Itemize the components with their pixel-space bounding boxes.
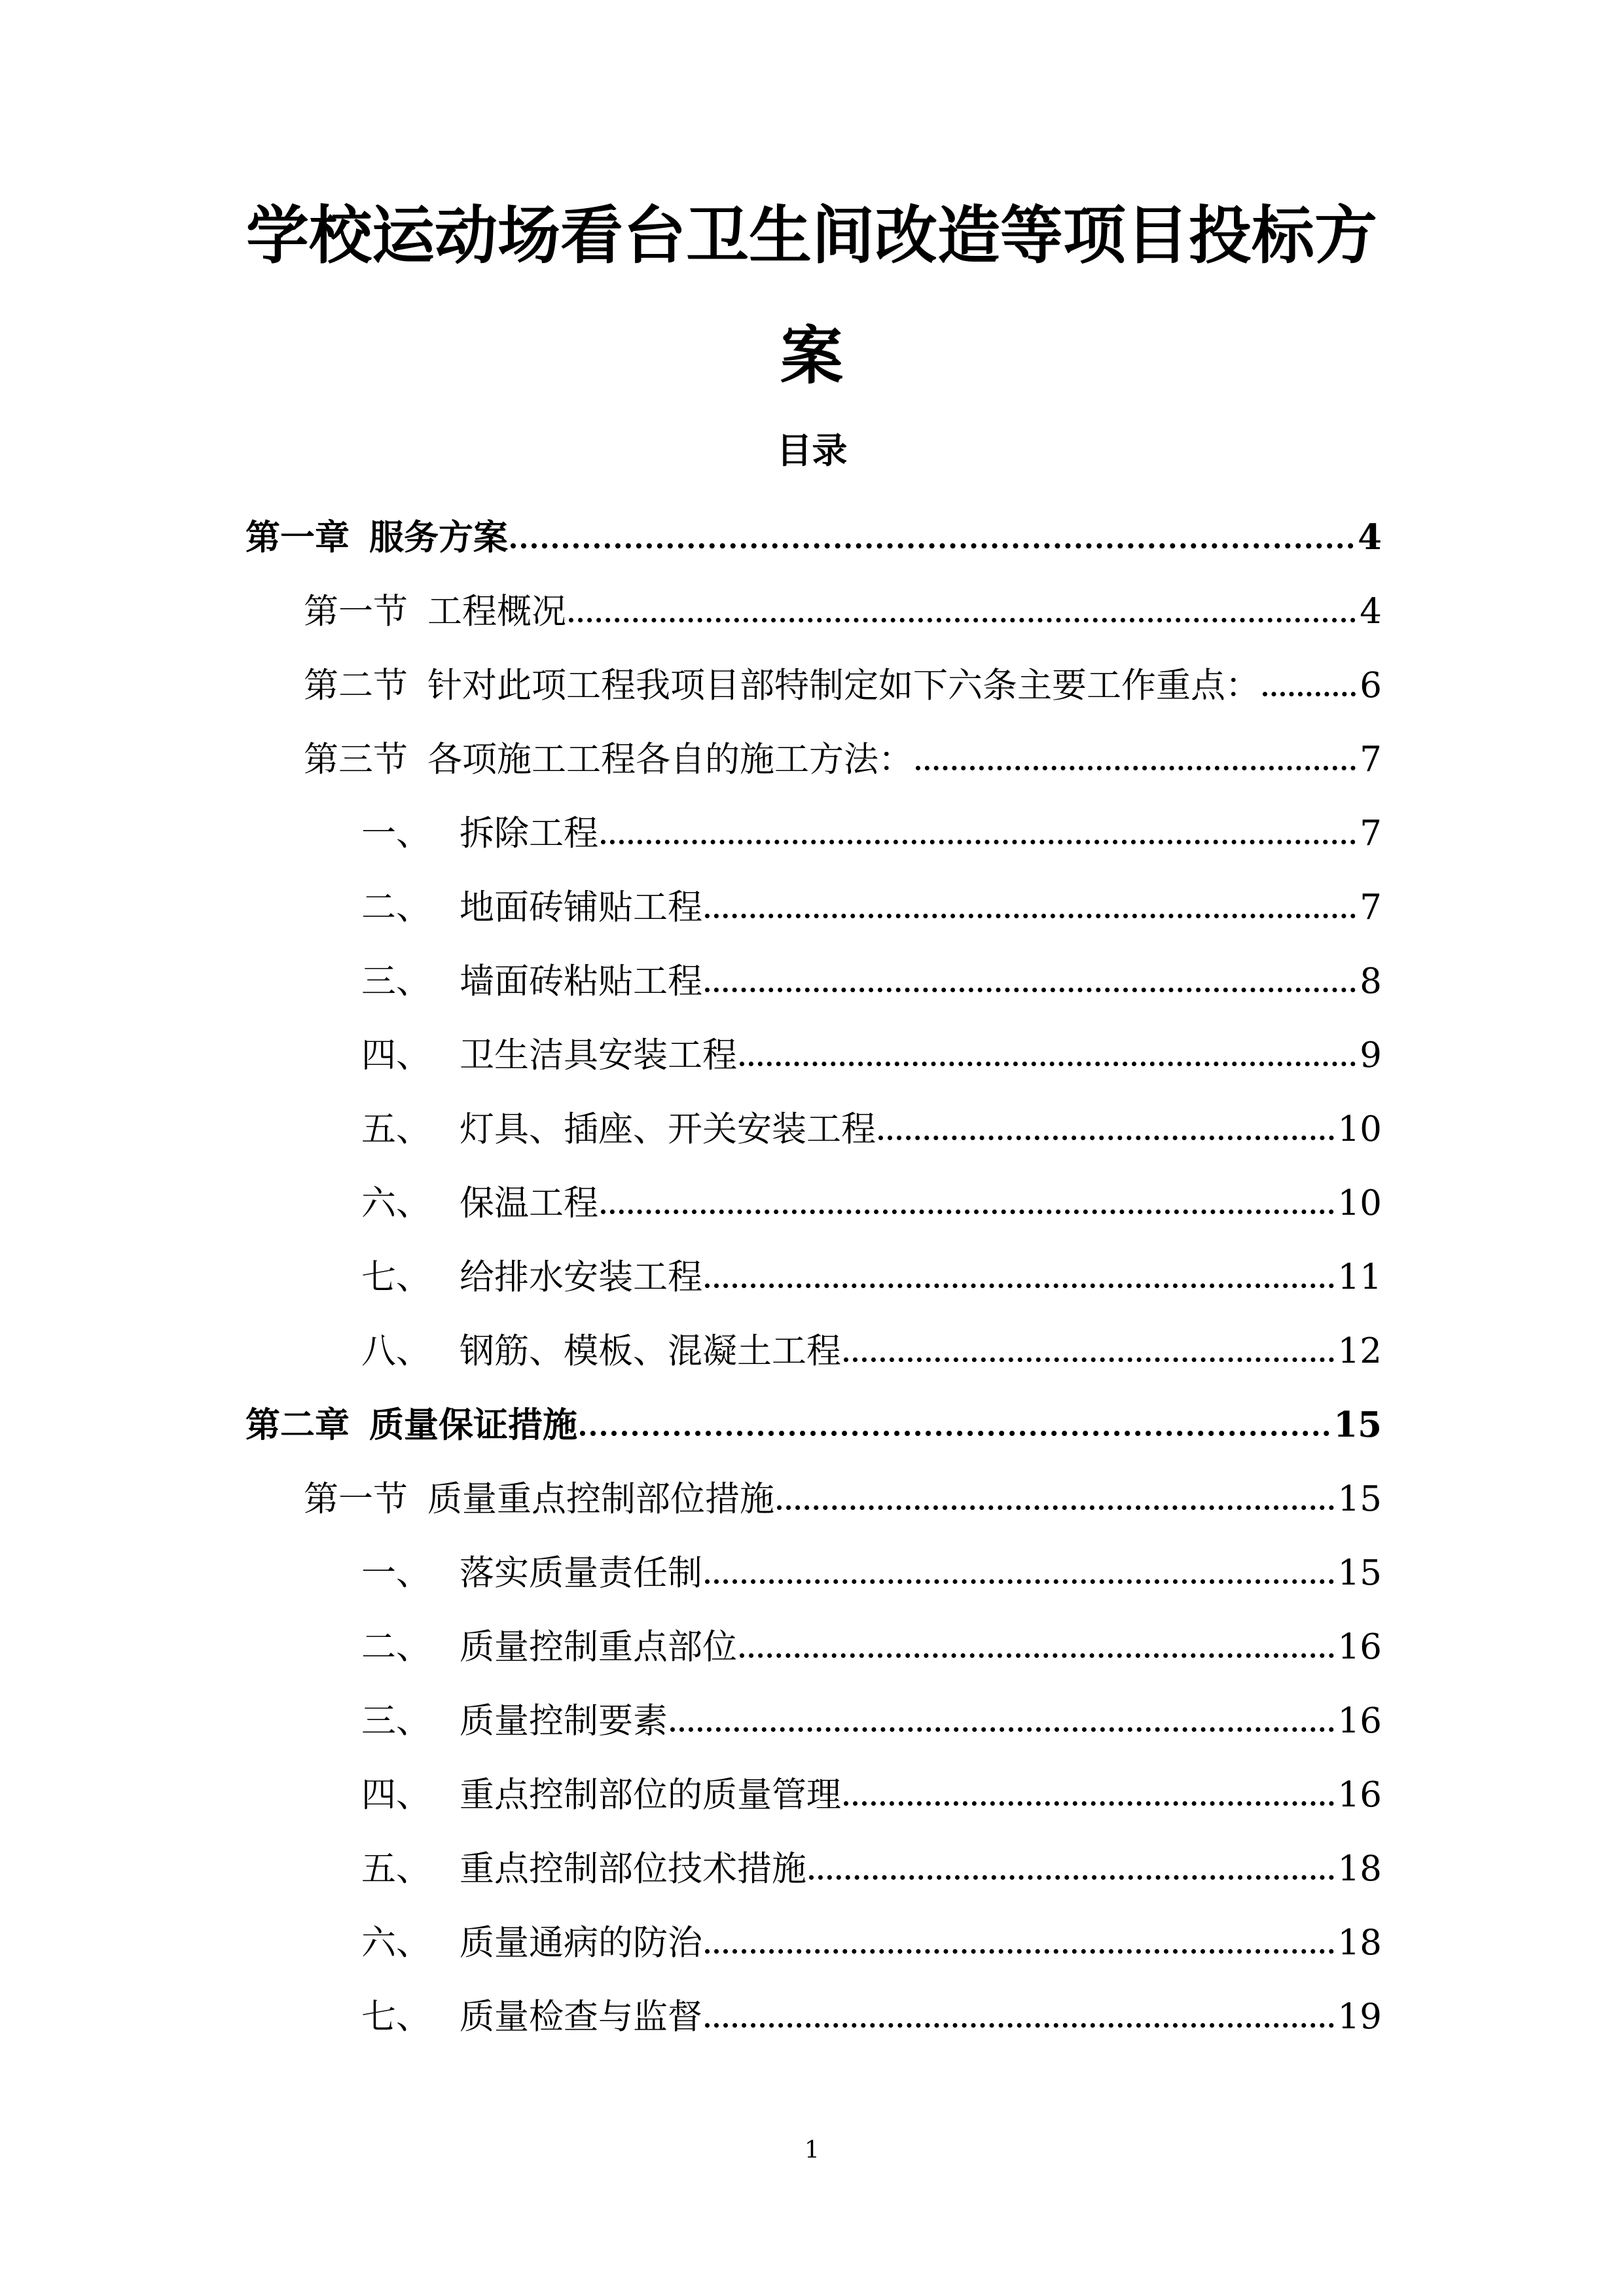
toc-entry-page: 4 xyxy=(1360,592,1382,632)
toc-entry-page: 18 xyxy=(1337,1923,1382,1963)
toc-entry-title: 质量通病的防治 xyxy=(460,1923,702,1963)
toc-entry-number: 七、 xyxy=(361,1997,431,2037)
toc-section-entry[interactable] xyxy=(304,1464,1382,1519)
toc-entry-page: 9 xyxy=(1360,1035,1382,1075)
toc-entry-page: 11 xyxy=(1337,1257,1382,1297)
toc-dot-leader xyxy=(740,1653,1334,1658)
toc-entry-number: 四、 xyxy=(361,1035,431,1075)
toc-item-entry[interactable] xyxy=(361,872,1382,925)
toc-entry-number: 第三节 xyxy=(304,740,408,780)
toc-entry-page: 8 xyxy=(1360,961,1382,1001)
toc-entry-title: 落实质量责任制 xyxy=(460,1553,702,1593)
toc-dot-leader xyxy=(705,1949,1334,1954)
toc-item-entry[interactable] xyxy=(361,1168,1382,1221)
toc-chapter-entry[interactable] xyxy=(245,1390,1382,1443)
toc-entry-title: 重点控制部位技术措施 xyxy=(460,1849,806,1889)
toc-entry-title: 质量控制要素 xyxy=(460,1701,668,1741)
toc-section-entry[interactable] xyxy=(304,651,1382,706)
toc-entry-number: 第一节 xyxy=(304,1479,408,1519)
toc-heading: 目录 xyxy=(776,430,848,471)
toc-entry-number: 第二节 xyxy=(304,666,408,706)
toc-item-entry[interactable] xyxy=(361,1834,1382,1889)
toc-entry-title: 质量保证措施 xyxy=(369,1405,577,1445)
toc-entry-title: 质量重点控制部位措施 xyxy=(427,1479,774,1519)
page-number: 1 xyxy=(804,2137,820,2164)
toc-entry-title: 地面砖铺贴工程 xyxy=(460,888,702,927)
toc-dot-leader xyxy=(809,1875,1334,1880)
toc-entry-number: 第二章 xyxy=(245,1405,350,1445)
toc-dot-leader xyxy=(705,988,1356,992)
toc-entry-number: 八、 xyxy=(361,1331,431,1371)
toc-dot-leader xyxy=(705,1283,1334,1288)
toc-dot-leader xyxy=(569,618,1356,622)
toc-dot-leader xyxy=(601,840,1356,844)
toc-entry-page: 15 xyxy=(1337,1479,1382,1519)
toc-dot-leader xyxy=(1263,692,1356,696)
toc-entry-title: 墙面砖粘贴工程 xyxy=(460,961,702,1001)
toc-section-entry[interactable] xyxy=(304,577,1382,632)
toc-item-entry[interactable] xyxy=(361,1760,1382,1815)
toc-item-entry[interactable] xyxy=(361,1316,1382,1369)
toc-entry-page: 12 xyxy=(1337,1331,1382,1371)
toc-dot-leader xyxy=(777,1505,1334,1510)
toc-entry-number: 第一节 xyxy=(304,592,408,632)
toc-entry-number: 六、 xyxy=(361,1183,431,1223)
toc-entry-title: 针对此项工程我项目部特制定如下六条主要工作重点： xyxy=(427,666,1260,706)
toc-item-entry[interactable] xyxy=(361,1686,1382,1741)
toc-entry-page: 19 xyxy=(1337,1997,1382,2037)
toc-entry-title: 保温工程 xyxy=(460,1183,598,1223)
toc-entry-number: 一、 xyxy=(361,1553,431,1593)
toc-dot-leader xyxy=(916,766,1356,770)
toc-section-entry[interactable] xyxy=(304,725,1382,780)
toc-entry-number: 三、 xyxy=(361,1701,431,1741)
toc-entry-title: 给排水安装工程 xyxy=(460,1257,702,1297)
toc-item-entry[interactable] xyxy=(361,1982,1382,2037)
toc-entry-page: 10 xyxy=(1337,1109,1382,1149)
toc-entry-title: 质量控制重点部位 xyxy=(460,1627,737,1667)
toc-dot-leader xyxy=(705,1579,1334,1584)
toc-entry-page: 7 xyxy=(1360,888,1382,927)
toc-entry-page: 15 xyxy=(1337,1553,1382,1593)
toc-entry-title: 钢筋、模板、混凝土工程 xyxy=(460,1331,841,1371)
toc-entry-title: 灯具、插座、开关安装工程 xyxy=(460,1109,876,1149)
toc-dot-leader xyxy=(844,1357,1334,1362)
toc-item-entry[interactable] xyxy=(361,946,1382,999)
toc-entry-number: 七、 xyxy=(361,1257,431,1297)
toc-item-entry[interactable] xyxy=(361,1242,1382,1295)
toc-entry-title: 各项施工工程各自的施工方法： xyxy=(427,740,913,780)
toc-entry-number: 一、 xyxy=(361,814,431,853)
document-title-continued: 案 xyxy=(780,319,843,393)
toc-dot-leader xyxy=(511,543,1354,548)
toc-item-entry[interactable] xyxy=(361,1538,1382,1593)
toc-item-entry[interactable] xyxy=(361,798,1382,851)
toc-dot-leader xyxy=(601,1210,1334,1214)
document-title: 学校运动场看台卫生间改造等项目投标方 xyxy=(246,199,1377,272)
toc-dot-leader xyxy=(670,1727,1334,1732)
toc-entry-page: 16 xyxy=(1337,1701,1382,1741)
toc-entry-page: 4 xyxy=(1358,517,1382,558)
toc-entry-number: 五、 xyxy=(361,1849,431,1889)
toc-entry-page: 6 xyxy=(1360,666,1382,706)
toc-entry-title: 服务方案 xyxy=(369,518,508,558)
toc-item-entry[interactable] xyxy=(361,1094,1382,1147)
toc-dot-leader xyxy=(844,1801,1334,1806)
toc-entry-page: 7 xyxy=(1360,814,1382,853)
toc-dot-leader xyxy=(740,1062,1356,1066)
toc-entry-number: 五、 xyxy=(361,1109,431,1149)
toc-entry-title: 拆除工程 xyxy=(460,814,598,853)
toc-entry-page: 7 xyxy=(1360,740,1382,780)
toc-chapter-entry[interactable] xyxy=(245,503,1382,558)
toc-dot-leader xyxy=(878,1136,1334,1140)
toc-entry-number: 二、 xyxy=(361,1627,431,1667)
toc-entry-number: 二、 xyxy=(361,888,431,927)
toc-entry-number: 四、 xyxy=(361,1775,431,1815)
toc-entry-page: 15 xyxy=(1333,1405,1382,1445)
toc-entry-title: 卫生洁具安装工程 xyxy=(460,1035,737,1075)
toc-item-entry[interactable] xyxy=(361,1020,1382,1073)
toc-entry-title: 重点控制部位的质量管理 xyxy=(460,1775,841,1815)
toc-dot-leader xyxy=(705,2023,1334,2028)
toc-item-entry[interactable] xyxy=(361,1612,1382,1667)
toc-entry-page: 18 xyxy=(1337,1849,1382,1889)
toc-entry-number: 六、 xyxy=(361,1923,431,1963)
toc-entry-page: 16 xyxy=(1337,1627,1382,1667)
toc-entry-number: 第一章 xyxy=(245,518,350,558)
toc-entry-page: 16 xyxy=(1337,1775,1382,1815)
toc-item-entry[interactable] xyxy=(361,1908,1382,1963)
toc-entry-title: 质量检查与监督 xyxy=(460,1997,702,2037)
toc-dot-leader xyxy=(580,1431,1329,1436)
toc-entry-title: 工程概况 xyxy=(427,592,566,632)
toc-entry-number: 三、 xyxy=(361,961,431,1001)
toc-entry-page: 10 xyxy=(1337,1183,1382,1223)
toc-dot-leader xyxy=(705,914,1356,918)
